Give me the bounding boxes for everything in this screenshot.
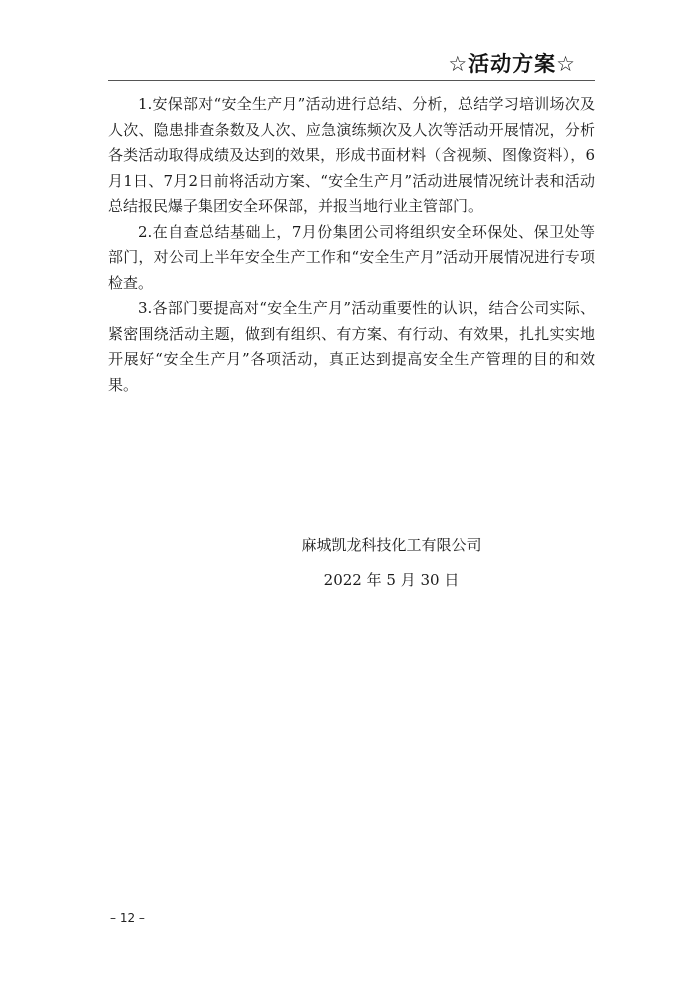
document-body (108, 92, 595, 398)
paragraph-3: 3.各部门要提高对“安全生产月”活动重要性的认识，结合公司实际、紧密围绕活动主题，做到有组织、有方案、有行动、有效果，扎扎实实地开展好“安全生产月”各项活动，真正达到提高安全生产管理的目的和效果。 (108, 299, 595, 394)
paragraph-1: 1.安保部对“安全生产月”活动进行总结、分析，总结学习培训场次及人次、隐患排查条数及人次、应急演练频次及人次等活动开展情况，分析各类活动取得成绩及达到的效果，形成书面材料（含视频、图像资料），6月1日、7月2日前将活动方案、“安全生产月”活动进展情况统计表和活动总结报民爆子集团安全环保部，并报当地行业主管部门。 (108, 95, 595, 215)
page-header-title: ☆活动方案☆ (448, 52, 576, 76)
signature-company: 麻城凯龙科技化工有限公司 (301, 536, 482, 554)
paragraph-2: 2.在自查总结基础上，7月份集团公司将组织安全环保处、保卫处等部门，对公司上半年安全生产工作和“安全生产月”活动开展情况进行专项检查。 (108, 222, 595, 292)
header-divider (108, 80, 595, 81)
page-number: – 12 – (110, 911, 145, 925)
signature-date: 2022 年 5 月 30 日 (323, 571, 460, 589)
